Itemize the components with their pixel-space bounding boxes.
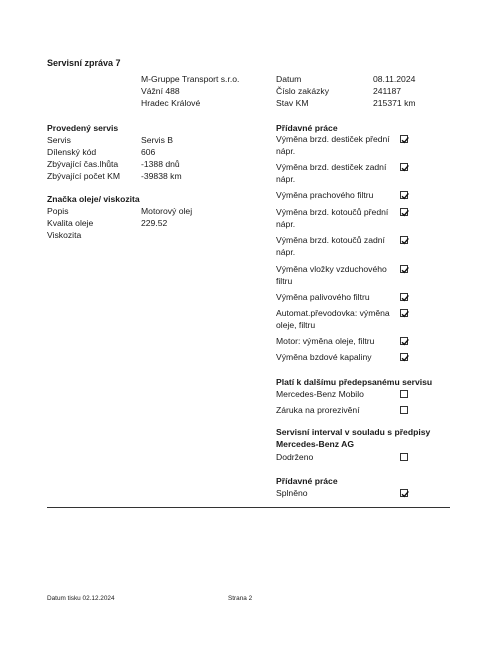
- service-label: Servis: [47, 135, 71, 145]
- extra-work-checkbox[interactable]: [400, 135, 408, 143]
- extra-work-item-label-cont: nápr.: [276, 219, 296, 229]
- service-value: Servis B: [141, 135, 173, 145]
- check-icon: [400, 353, 410, 363]
- extra-work-2-item-label: Splněno: [276, 488, 308, 498]
- remaining-km-value: -39838 km: [141, 171, 182, 181]
- next-service-item-label: Mercedes-Benz Mobilo: [276, 389, 364, 399]
- extra-work-checkbox[interactable]: [400, 337, 408, 345]
- extra-work-item-label: Výměna vložky vzduchového: [276, 264, 387, 274]
- check-icon: [400, 208, 410, 218]
- extra-work-item-label-cont: filtru: [276, 276, 293, 286]
- extra-work-2-heading: Přídavné práce: [276, 476, 338, 486]
- divider: [47, 507, 450, 508]
- page-number: Strana 2: [228, 595, 253, 602]
- customer-name: M-Gruppe Transport s.r.o.: [141, 74, 240, 84]
- interval-heading: Servisní interval v souladu s předpisy: [276, 427, 431, 437]
- print-date: Datum tisku 02.12.2024: [47, 595, 115, 602]
- check-icon: [400, 293, 410, 303]
- oil-description-label: Popis: [47, 206, 69, 216]
- extra-work-checkbox[interactable]: [400, 265, 408, 273]
- remaining-km-label: Zbývající počet KM: [47, 171, 121, 181]
- extra-work-checkbox[interactable]: [400, 293, 408, 301]
- workshop-code-label: Dílenský kód: [47, 147, 97, 157]
- extra-work-item-label: Automat.převodovka: výměna: [276, 308, 390, 318]
- check-icon: [400, 309, 410, 319]
- extra-work-item-label: Výměna brzd. kotoučů přední: [276, 207, 389, 217]
- order-value: 241187: [373, 86, 402, 96]
- extra-work-checkbox[interactable]: [400, 353, 408, 361]
- remaining-time-value: -1388 dnů: [141, 159, 180, 169]
- customer-city: Hradec Králové: [141, 98, 201, 108]
- date-value: 08.11.2024: [373, 74, 416, 84]
- extra-work-heading: Přídavné práce: [276, 123, 338, 133]
- check-icon: [400, 135, 410, 145]
- workshop-code-value: 606: [141, 147, 156, 157]
- next-service-checkbox[interactable]: [400, 390, 408, 398]
- check-icon: [400, 191, 410, 201]
- next-service-item-label: Záruka na prorezivění: [276, 405, 360, 415]
- extra-work-item-label: Výměna bzdové kapaliny: [276, 352, 372, 362]
- extra-work-item-label: Výměna palivového filtru: [276, 292, 370, 302]
- oil-description-value: Motorový olej: [141, 206, 193, 216]
- check-icon: [400, 489, 410, 499]
- extra-work-checkbox[interactable]: [400, 163, 408, 171]
- date-label: Datum: [276, 74, 302, 84]
- extra-work-checkbox[interactable]: [400, 208, 408, 216]
- check-icon: [400, 265, 410, 275]
- interval-checkbox[interactable]: [400, 453, 408, 461]
- service-heading: Provedený servis: [47, 123, 119, 133]
- interval-heading-cont: Mercedes-Benz AG: [276, 439, 355, 449]
- extra-work-item-label-cont: oleje, filtru: [276, 320, 316, 330]
- viscosity-label: Viskozita: [47, 230, 82, 240]
- oil-quality-label: Kvalita oleje: [47, 218, 94, 228]
- report-title: Servisní zpráva 7: [47, 58, 121, 68]
- order-label: Číslo zakázky: [276, 86, 330, 96]
- remaining-time-label: Zbývající čas.lhůta: [47, 159, 119, 169]
- extra-work-item-label-cont: nápr.: [276, 146, 296, 156]
- interval-item-label: Dodrženo: [276, 452, 314, 462]
- check-icon: [400, 337, 410, 347]
- extra-work-item-label: Výměna brzd. destiček přední: [276, 134, 390, 144]
- extra-work-checkbox[interactable]: [400, 309, 408, 317]
- km-label: Stav KM: [276, 98, 309, 108]
- next-service-checkbox[interactable]: [400, 406, 408, 414]
- extra-work-checkbox[interactable]: [400, 191, 408, 199]
- extra-work-item-label: Výměna brzd. destiček zadní: [276, 162, 387, 172]
- check-icon: [400, 163, 410, 173]
- extra-work-item-label-cont: nápr.: [276, 174, 296, 184]
- extra-work-checkbox[interactable]: [400, 236, 408, 244]
- extra-work-item-label: Výměna brzd. kotoučů zadní: [276, 235, 385, 245]
- oil-heading: Značka oleje/ viskozita: [47, 194, 140, 204]
- extra-work-item-label: Motor: výměna oleje, filtru: [276, 336, 375, 346]
- extra-work-item-label-cont: nápr.: [276, 247, 296, 257]
- next-service-heading: Platí k dalšímu předepsanému servisu: [276, 377, 433, 387]
- km-value: 215371 km: [373, 98, 416, 108]
- extra-work-item-label: Výměna prachového filtru: [276, 190, 374, 200]
- oil-quality-value: 229.52: [141, 218, 168, 228]
- customer-street: Vážní 488: [141, 86, 180, 96]
- check-icon: [400, 236, 410, 246]
- extra-work-2-checkbox[interactable]: [400, 489, 408, 497]
